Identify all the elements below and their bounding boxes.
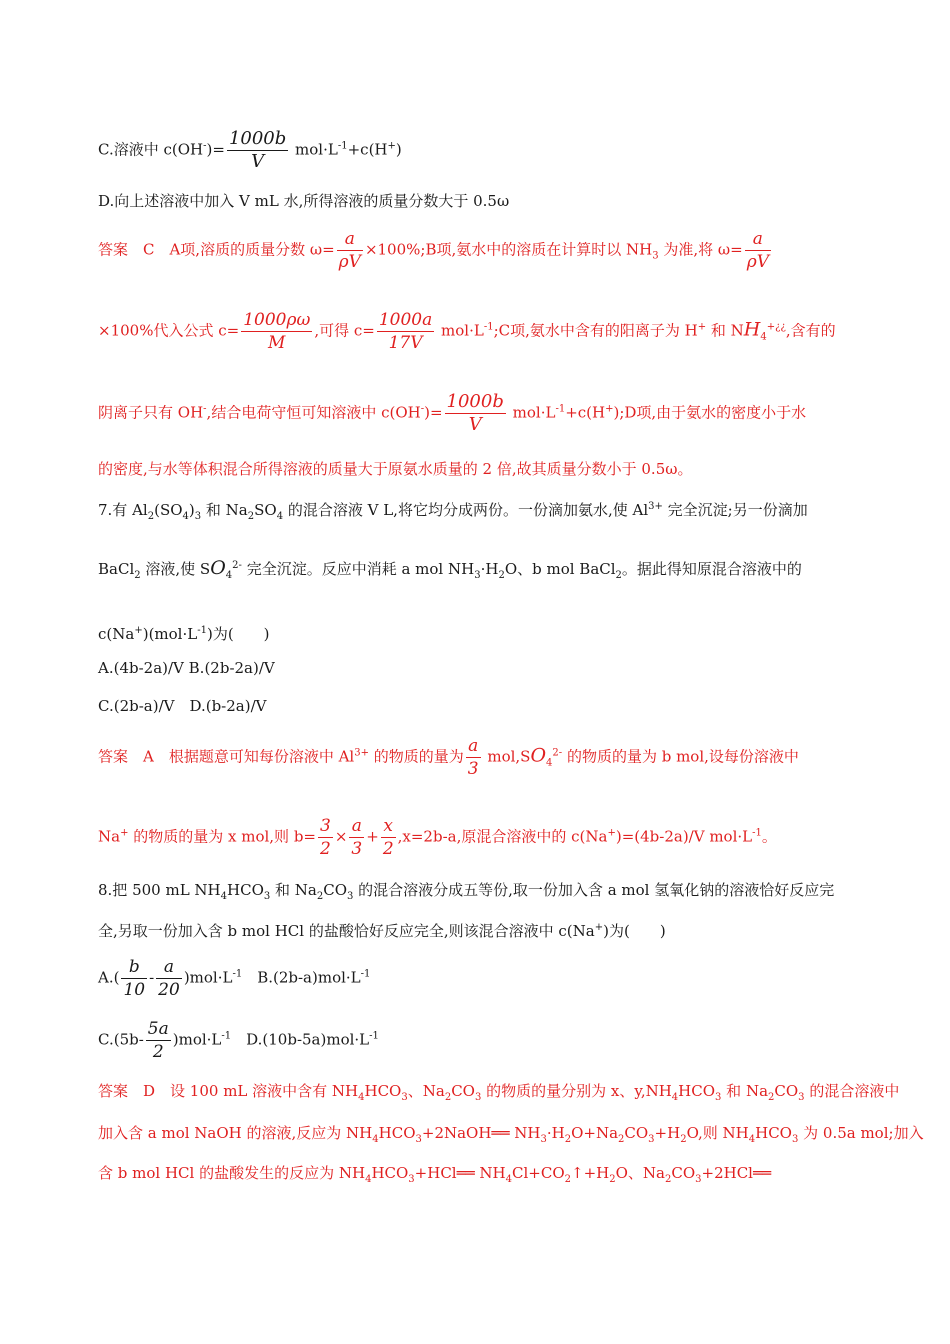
- q8-options-cd: C.(5b- $\frac{5a}{2}$ )$mol\cdot L^{-1}$ $D.(10b-5a)mol\cdot L^{-1}$: [98, 1019, 379, 1062]
- fraction: $\frac{1000\rho\omega}{M}$: [243, 310, 311, 353]
- q7-options-ab: A.(4b-2a)/V B.(2b-2a)/V: [98, 659, 275, 677]
- q7-stem-line-3: $c(Na^+)(mol\cdot L^{-1})$为( ): [98, 625, 270, 643]
- fraction: $\frac{1000b}{V}$: [228, 128, 287, 172]
- q8-answer-line-1: 答案 D 设 100 mL 溶液中含有 $NH_4HCO_3$、$Na_2CO_3$ 的物质的量分别为 x、$y,NH_4HCO_3$ 和 $Na_2CO_3$ 的混合溶液中: [98, 1082, 900, 1103]
- q6-answer-line-2: ×100%代入公式 c= $\frac{1000\rho\omega}{M}$ ,可得 c= $\frac{1000a}{17V}$ $mol\cdot L^{-1};C$项,氨水中含有的阳离子为 H+ 和 $NH_4^{+¿¿}$,含有的: [98, 310, 836, 353]
- fraction: $\frac{b}{10}$: [123, 957, 146, 1000]
- q7-answer-line-1: 答案 A 根据题意可知每份溶液中 $Al^{3+}$ 的物质的量为 $\frac{a}{3}$ $mol,SO_4^{2-}$ 的物质的量为 b mol,设每份溶液中: [98, 736, 799, 779]
- q6-answer-line-3: 阴离子只有 OH-,结合电荷守恒可知溶液中 c(OH-)= $\frac{1000b}{V}$ $mol\cdot L^{-1}+c(H^+);D$项,由于氨水的密度小于水: [98, 391, 807, 435]
- q7-stem-line-1: 7.有 $Al_2(SO_4)_3$ 和 $Na_2SO_4$ 的混合溶液 V L,将它均分成两份。一份滴加氨水,使 $Al^{3+}$ 完全沉淀;另一份滴加: [98, 501, 808, 522]
- q8-stem-line-2: 全,另取一份加入含 b mol HCl 的盐酸恰好反应完全,则该混合溶液中 c(Na+)为( ): [98, 922, 666, 940]
- fraction: $\frac{3}{2}$: [320, 816, 331, 859]
- q6-answer-line-1: 答案 C A项,溶质的质量分数 ω= $\frac{a}{\rho V}$ ×100%;B项,氨水中的溶质在计算时以 $NH_3$ 为准,将 ω= $\frac{a}{\rho V}$: [98, 229, 769, 272]
- q8-stem-line-1: 8.把 500 mL $NH_4HCO_3$ 和 $Na_2CO_3$ 的混合溶液分成五等份,取一份加入含 a mol 氢氧化钠的溶液恰好反应完: [98, 881, 835, 902]
- fraction: $\frac{a}{3}$: [467, 736, 479, 779]
- fraction: $\frac{1000b}{V}$: [446, 391, 504, 435]
- q7-answer-line-2: Na+ 的物质的量为 x mol,则 b= $\frac{3}{2}$ × $\frac{a}{3}$ + $\frac{x}{2}$ ,x=2b-a,原混合溶液中的 c(Na+)=(4b-2a)/V $mol\cdot L^{-1}$。: [98, 816, 777, 859]
- fraction: $\frac{a}{3}$: [351, 816, 363, 859]
- q6-option-d: D.向上述溶液中加入 V mL 水,所得溶液的质量分数大于 0.5ω: [98, 192, 510, 210]
- q7-stem-line-2: BaCl$_2$ 溶液,使 $SO_4^{2-}$ 完全沉淀。反应中消耗 a mol $NH_3\cdot H_2O$、b mol BaCl$_2$。据此得知原混合溶液中的: [98, 557, 802, 581]
- q6-answer-line-4: 的密度,与水等体积混合所得溶液的质量大于原氨水质量的 2 倍,故其质量分数小于 0.5ω。: [98, 460, 693, 478]
- q8-answer-line-2: 加入含 a mol NaOH 的溶液,反应为 $NH_4HCO_3+2NaOH══$ $NH_3\cdot H_2O+Na_2CO_3+H_2O$,则 $NH_4HCO_3$ 为 0.5a mol;加入: [98, 1124, 924, 1145]
- fraction: $\frac{a}{20}$: [158, 957, 180, 1000]
- fraction: $\frac{a}{\rho V}$: [746, 229, 769, 272]
- q8-answer-line-3: 含 b mol HCl 的盐酸发生的反应为 $NH_4HCO_3+HCl══$ $NH_4Cl+CO_2↑+H_2O$、$Na_2CO_3+2HCl══$: [98, 1164, 772, 1185]
- fraction: $\frac{x}{2}$: [382, 816, 394, 859]
- q8-options-ab: A.( $\frac{b}{10}$ - $\frac{a}{20}$ )$mol\cdot L^{-1}$ $B.(2b-a)mol\cdot L^{-1}$: [98, 957, 371, 1000]
- q6-option-c: C.溶液中 c(OH-)= $\frac{1000b}{V}$ $mol\cdot L^{-1}+c(H^+)$: [98, 128, 402, 172]
- q7-options-cd: C.(2b-a)/V D.(b-2a)/V: [98, 697, 267, 715]
- fraction: $\frac{1000a}{17V}$: [378, 310, 433, 353]
- fraction: $\frac{5a}{2}$: [147, 1019, 169, 1062]
- fraction: $\frac{a}{\rho V}$: [338, 229, 361, 272]
